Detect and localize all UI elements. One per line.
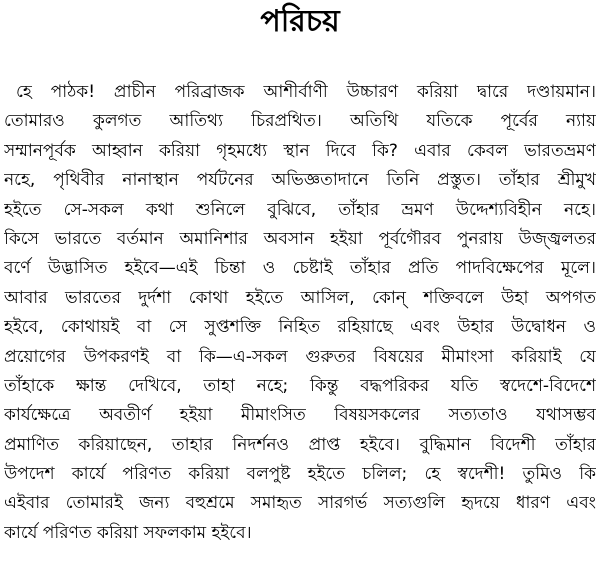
paragraph-line: উপদেশ কার্যে পরিণত করিয়া বলপুষ্ট হইতে চলিল; হে স্বদেশী! তুমিও কি [4, 464, 596, 485]
paragraph-line: প্রয়োগের উপকরণই বা কি—এ-সকল গুরুতর বিষয়ের মীমাংসা করিয়াই যে [4, 346, 596, 367]
paragraph-line: সম্মানপূর্বক আহ্বান করিয়া গৃহমধ্যে স্থান দিবে কি? এবার কেবল ভারতভ্রমণ [4, 140, 596, 161]
paragraph-line: প্রমাণিত করিয়াছেন, তাহার নিদর্শনও প্রাপ্ত হইবে। বুদ্ধিমান বিদেশী তাঁহার [4, 434, 596, 455]
page-title: পরিচয় [260, 4, 340, 39]
paragraph-line: আবার ভারতের দুর্দশা কোথা হইতে আসিল, কোন্ শক্তিবলে উহা অপগত [4, 287, 596, 308]
paragraph-line: হইতে সে-সকল কথা শুনিলে বুঝিবে, তাঁহার ভ্রমণ উদ্দেশ্যবিহীন নহে। [4, 199, 596, 220]
paragraph-line: হে পাঠক! প্রাচীন পরিব্রাজক আশীর্বাণী উচ্চারণ করিয়া দ্বারে দণ্ডায়মান। [16, 82, 596, 102]
paragraph-line: তাঁহাকে ক্ষান্ত দেখিবে, তাহা নহে; কিন্তু বদ্ধপরিকর যতি স্বদেশে-বিদেশে [4, 375, 596, 396]
paragraph-line: বর্ণে উদ্ভাসিত হইবে—এই চিন্তা ও চেষ্টাই তাঁহার প্রতি পাদবিক্ষেপের মূলে। [4, 258, 596, 279]
paragraph-line: কিসে ভারতে বর্তমান অমানিশার অবসান হইয়া পূর্বগৌরব পুনরায় উজ্জ্বলতর [4, 228, 596, 249]
paragraph-line: নহে, পৃথিবীর নানাস্থান পর্যটনের অভিজ্ঞতাদানে তিনি প্রস্তুত। তাঁহার শ্রীমুখ [4, 170, 596, 191]
paragraph-line: কার্যে পরিণত করিয়া সফলকাম হইবে। [4, 522, 252, 543]
introduction-paragraph [4, 78, 596, 548]
paragraph-line: কার্যক্ষেত্রে অবতীর্ণ হইয়া মীমাংসিত বিষয়সকলের সত্যতাও যথাসম্ভব [4, 405, 596, 426]
paragraph-line: এইবার তোমারই জন্য বহুশ্রমে সমাহৃত সারগর্ভ সত্যগুলি হৃদয়ে ধারণ এবং [4, 493, 596, 514]
paragraph-line: হইবে, কোথায়ই বা সে সুপ্তশক্তি নিহিত রহিয়াছে এবং উহার উদ্বোধন ও [4, 317, 596, 338]
paragraph-line: তোমারও কুলগত আতিথ্য চিরপ্রথিত। অতিথি যতিকে পূর্বের ন্যায় [4, 111, 596, 132]
